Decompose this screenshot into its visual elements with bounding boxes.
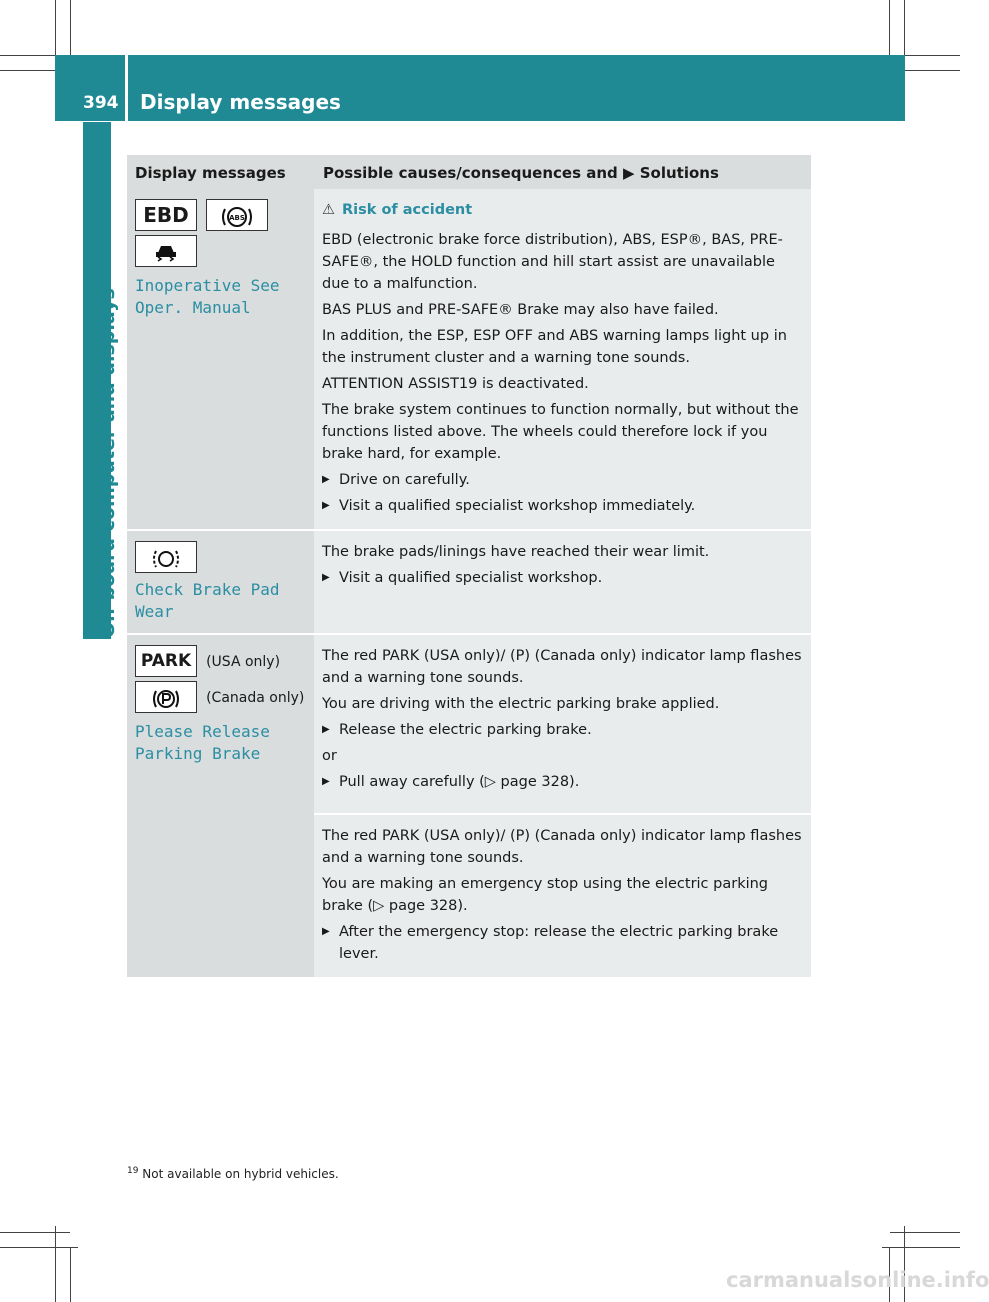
header-separator [125, 55, 128, 121]
footnote-text: Not available on hybrid vehicles. [142, 1167, 339, 1181]
solution-cell [314, 189, 811, 529]
page-title: Display messages [140, 90, 341, 114]
solution-step: ▶ Pull away carefully (▷ page 328). [322, 771, 803, 793]
esp-warning-icon [135, 235, 197, 267]
crop-mark [0, 1232, 70, 1233]
abs-warning-icon-text: ABS [229, 213, 245, 222]
display-message-cell [127, 531, 314, 633]
park-indicator-icon: PARK [135, 645, 197, 677]
paragraph: ATTENTION ASSIST19 is deactivated. [322, 376, 589, 392]
solution-cell [314, 531, 811, 633]
solution-step: ▶ Drive on carefully. [322, 469, 803, 491]
paragraph: EBD (electronic brake force distribution), ABS, ESP®, BAS, PRE-SAFE®, the HOLD function and hill start assist are unavailable due to a malfunction. [322, 232, 783, 292]
table-row [127, 189, 811, 531]
side-tab-label: On-board computer and displays [97, 288, 119, 638]
display-messages-table [127, 155, 811, 977]
paragraph: You are driving with the electric parking brake applied. [322, 696, 720, 712]
paragraph: The brake system continues to function normally, but without the functions listed above. The wheels could therefore lock if you brake hard, for example. [322, 402, 799, 462]
table-row [127, 635, 811, 977]
display-message-cell [127, 635, 314, 977]
solution-cell-group [314, 635, 811, 977]
solution-cell [314, 815, 811, 977]
crop-mark [882, 1247, 960, 1248]
solution-step: ▶ After the emergency stop: release the electric parking brake lever. [322, 921, 803, 965]
parking-brake-p-icon [135, 681, 197, 713]
solution-cell [314, 635, 811, 815]
crop-mark [890, 1232, 960, 1233]
column-header-solutions: Possible causes/consequences and ▶ Solutions [323, 164, 719, 182]
paragraph-or: or [322, 748, 337, 764]
paragraph: In addition, the ESP, ESP OFF and ABS warning lamps light up in the instrument cluster and a warning tone sounds. [322, 328, 787, 366]
display-message-text: Check Brake Pad Wear [135, 580, 280, 621]
footnote [127, 1166, 339, 1181]
abs-warning-icon [206, 199, 268, 231]
table-row [127, 531, 811, 635]
ebd-warning-icon: EBD [135, 199, 197, 231]
solution-step: ▶ Visit a qualified specialist workshop immediately. [322, 495, 803, 517]
brake-pad-wear-icon [135, 541, 197, 573]
footnote-number: 19 [127, 1166, 139, 1176]
solution-step: ▶ Visit a qualified specialist workshop. [322, 567, 803, 589]
column-header-display-messages: Display messages [135, 164, 286, 182]
paragraph: The brake pads/linings have reached their wear limit. [322, 544, 710, 560]
paragraph: You are making an emergency stop using the electric parking brake (▷ page 328). [322, 876, 769, 914]
risk-of-accident-warning: ⚠ Risk of accident [322, 199, 803, 221]
table-header [127, 155, 811, 189]
crop-mark [70, 1247, 71, 1302]
crop-mark [55, 1226, 56, 1302]
display-message-cell [127, 189, 314, 529]
page-number: 394 [83, 93, 119, 113]
display-message-text: Please Release Parking Brake [135, 722, 270, 763]
display-message-text: Inoperative See Oper. Manual [135, 276, 280, 317]
watermark: carmanualsonline.info [726, 1268, 989, 1292]
solution-step: ▶ Release the electric parking brake. [322, 719, 803, 741]
paragraph: BAS PLUS and PRE-SAFE® Brake may also have failed. [322, 302, 719, 318]
crop-mark [0, 1247, 78, 1248]
canada-only-label: (Canada only) [206, 689, 305, 706]
usa-only-label: (USA only) [206, 653, 281, 670]
paragraph: The red PARK (USA only)/ (P) (Canada only) indicator lamp flashes and a warning tone sounds. [322, 648, 802, 686]
paragraph: The red PARK (USA only)/ (P) (Canada only) indicator lamp flashes and a warning tone sounds. [322, 828, 802, 866]
